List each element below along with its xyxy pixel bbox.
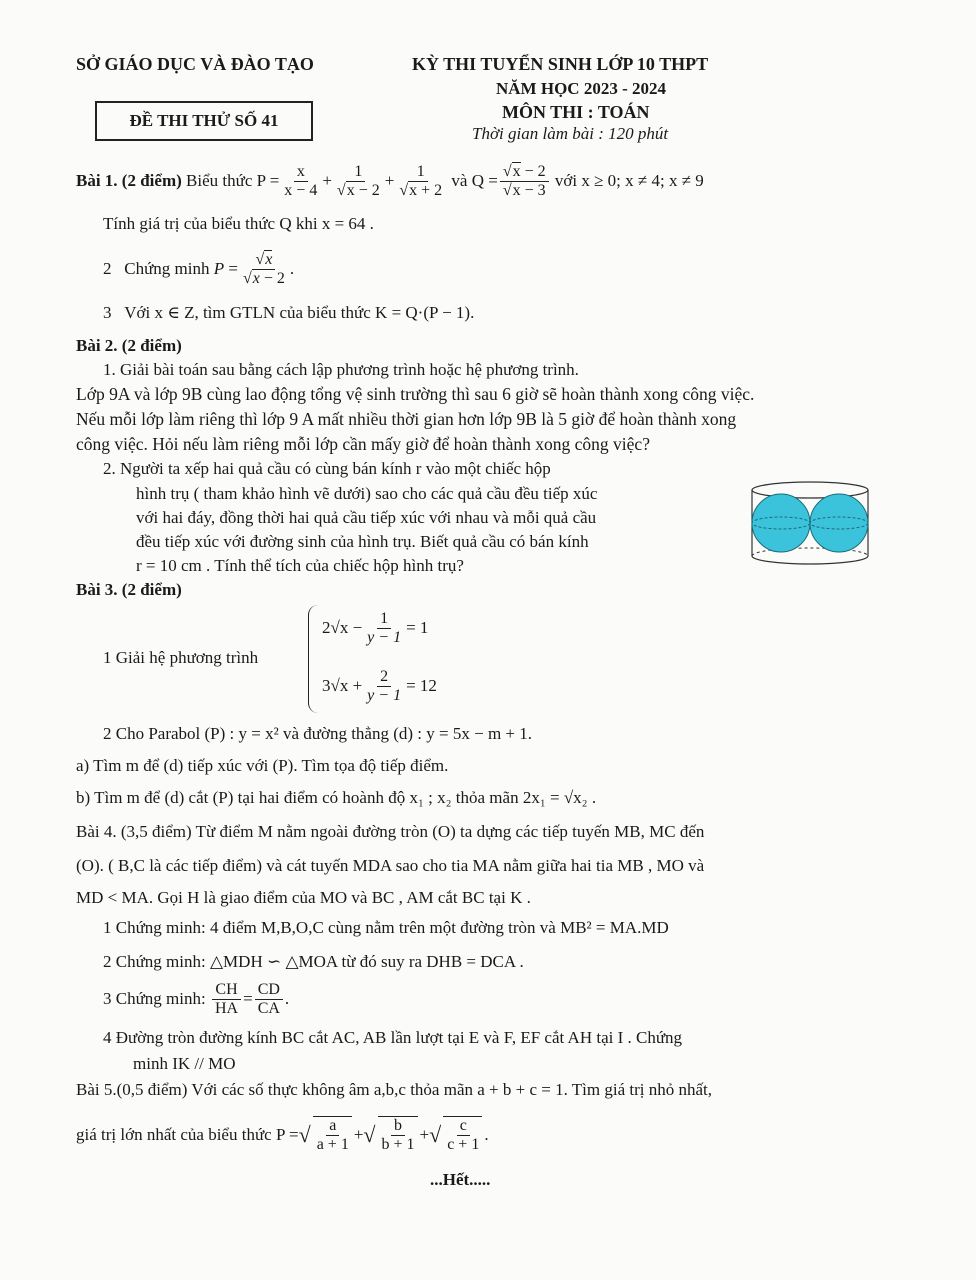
bai4-q3-prefix: 3 Chứng minh: bbox=[103, 989, 206, 1008]
bai1-q3: 3 Với x ∈ Z, tìm GTLN của biểu thức K = Q·(P − 1). bbox=[103, 303, 475, 322]
p-term1: $\frac{x}{x - 4}$ bbox=[284, 162, 318, 199]
trial-exam-box bbox=[95, 101, 313, 141]
bai2-q2-line1: 2. Người ta xếp hai quả cầu có cùng bán kính r vào một chiếc hộp bbox=[103, 459, 551, 478]
eq1-lhs: 2√x − bbox=[322, 618, 363, 637]
bai1-statement: Bài 1. (2 điểm) Biểu thức P = $\frac{x}{x - 4}$ + 1 √ x − 2 + 1 √ x + 2 và Q = √ x − 2 √ x − 3 với x ≥ 0; x ≠ 4; x ≠ 9 bbox=[76, 156, 704, 206]
p-result: √ x √ x − 2 bbox=[240, 251, 288, 287]
bai4-q2: 2 Chứng minh: △MDH ∽ △MOA từ đó suy ra DHB = DCA . bbox=[103, 952, 524, 971]
bai1-q3-text: Với x ∈ Z, tìm GTLN của biểu thức K = Q·(P − 1). bbox=[124, 303, 475, 322]
p-term3: 1 √ x + 2 bbox=[396, 163, 445, 199]
bai3-q1: 1 Giải hệ phương trình bbox=[103, 648, 259, 667]
system-brace bbox=[308, 605, 321, 713]
eq1-rhs: = 1 bbox=[406, 618, 429, 637]
bai1-q2: 2 Chứng minh P = √ x √ x − 2 . bbox=[103, 246, 294, 292]
trial-exam-label: ĐỀ THI THỬ SỐ 41 bbox=[129, 111, 279, 130]
end-marker: ...Hết..... bbox=[430, 1170, 491, 1189]
bai4-q3: 3 Chứng minh: $\frac{CH}{HA}$ = $\frac{CD}{CA}$ . bbox=[103, 980, 290, 1017]
bai4-line2: (O). ( B,C là các tiếp điểm) và cát tuyến MDA sao cho tia MA nằm giữa hai tia MB , MO và bbox=[76, 856, 705, 875]
time-limit: Thời gian làm bài : 120 phút bbox=[472, 124, 669, 143]
bai2-q2-line4: đều tiếp xúc với đường sinh của hình trụ. Biết quả cầu có bán kính bbox=[136, 532, 589, 551]
eq2-frac: $\frac{2}{y - 1}$ bbox=[367, 667, 402, 704]
bai5-line1: Bài 5.(0,5 điểm) Với các số thực không âm a,b,c thỏa mãn a + b + c = 1. Tìm giá trị nhỏ nhất, bbox=[76, 1080, 713, 1099]
bai2-q2-line5: r = 10 cm . Tính thể tích của chiếc hộp hình trụ? bbox=[136, 556, 464, 575]
bai5-line2: giá trị lớn nhất của biểu thức P = √ $\frac{a}{a + 1}$ + √ $\frac{b}{b + 1}$ + √ $\frac{c}{c + 1}$ . bbox=[76, 1117, 489, 1153]
bai2-title: Bài 2. (2 điểm) bbox=[76, 336, 182, 355]
exam-name: KỲ THI TUYỂN SINH LỚP 10 THPT bbox=[412, 54, 709, 74]
bai4-line3: MD < MA. Gọi H là giao điểm của MO và BC , AM cắt BC tại K . bbox=[76, 888, 531, 907]
eq2-rhs: = 12 bbox=[406, 676, 437, 695]
bai2-q2-line2: hình trụ ( tham khảo hình vẽ dưới) sao cho các quả cầu đều tiếp xúc bbox=[136, 484, 598, 503]
ratio-cd-ca: $\frac{CD}{CA}$ bbox=[255, 981, 283, 1017]
and-word: và bbox=[451, 171, 468, 190]
q-expr: √ x − 2 √ x − 3 bbox=[500, 163, 549, 199]
bai2-line1: Lớp 9A và lớp 9B cùng lao động tổng vệ sinh trường thì sau 6 giờ sẽ hoàn thành xong công việc. bbox=[76, 384, 755, 404]
bai1-q2-prefix: 2 bbox=[103, 259, 125, 278]
bai4-q4-line1: 4 Đường tròn đường kính BC cắt AC, AB lần lượt tại E và F, EF cắt AH tại I . Chứng bbox=[103, 1028, 683, 1047]
bai1-q2-label: Chứng minh bbox=[124, 259, 210, 278]
bai1-intro: Biểu thức bbox=[186, 171, 253, 190]
sqrt-b: $\frac{b}{b + 1}$ bbox=[378, 1116, 418, 1153]
sqrt-c: $\frac{c}{c + 1}$ bbox=[443, 1116, 482, 1153]
sqrt-a: $\frac{a}{a + 1}$ bbox=[313, 1116, 352, 1153]
bai1-condition: với x ≥ 0; x ≠ 4; x ≠ 9 bbox=[554, 171, 704, 190]
bai1-q1: Tính giá trị của biểu thức Q khi x = 64 . bbox=[103, 214, 374, 233]
bai3-qa: a) Tìm m để (d) tiếp xúc với (P). Tìm tọa độ tiếp điểm. bbox=[76, 756, 449, 775]
bai2-line3: công việc. Hỏi nếu làm riêng mỗi lớp cần mấy giờ để hoàn thành xong công việc? bbox=[76, 434, 650, 454]
bai3-qb: b) Tìm m để (d) cắt (P) tại hai điểm có hoành độ x₁ ; x₂ thỏa mãn 2x₁ = √x₂ . bbox=[76, 788, 597, 807]
dept-name: SỞ GIÁO DỤC VÀ ĐÀO TẠO bbox=[76, 54, 314, 74]
bai2-q1: 1. Giải bài toán sau bằng cách lập phương trình hoặc hệ phương trình. bbox=[103, 360, 579, 379]
system-eq2 bbox=[322, 664, 437, 708]
bai2-line2: Nếu mỗi lớp làm riêng thì lớp 9 A mất nhiều thời gian hơn lớp 9B là 5 giờ để hoàn thành xong bbox=[76, 409, 737, 429]
bai5-line2-text: giá trị lớn nhất của biểu thức P = bbox=[76, 1125, 299, 1144]
p-term2: 1 √ x − 2 bbox=[334, 163, 383, 199]
system-eq1 bbox=[322, 606, 428, 650]
bai3-q2: 2 Cho Parabol (P) : y = x² và đường thẳng (d) : y = 5x − m + 1. bbox=[103, 724, 533, 743]
eq1-frac: $\frac{1}{y - 1}$ bbox=[367, 609, 402, 646]
cylinder-spheres-figure bbox=[750, 478, 870, 570]
ratio-ch-ha: $\frac{CH}{HA}$ bbox=[212, 981, 241, 1017]
eq2-lhs: 3√x + bbox=[322, 676, 363, 695]
bai1-title: Bài 1. (2 điểm) bbox=[76, 171, 182, 190]
bai4-line1: Bài 4. (3,5 điểm) Từ điểm M nằm ngoài đường tròn (O) ta dựng các tiếp tuyến MB, MC đến bbox=[76, 822, 705, 841]
bai4-q1: 1 Chứng minh: 4 điểm M,B,O,C cùng nằm trên một đường tròn và MB² = MA.MD bbox=[103, 918, 669, 937]
school-year: NĂM HỌC 2023 - 2024 bbox=[496, 79, 666, 98]
bai4-q4-line2: minh IK // MO bbox=[133, 1054, 236, 1073]
bai2-q2-line3: với hai đáy, đồng thời hai quả cầu tiếp xúc với nhau và mỗi quả cầu bbox=[136, 508, 597, 527]
subject: MÔN THI : TOÁN bbox=[502, 102, 650, 122]
bai3-title: Bài 3. (2 điểm) bbox=[76, 580, 182, 599]
